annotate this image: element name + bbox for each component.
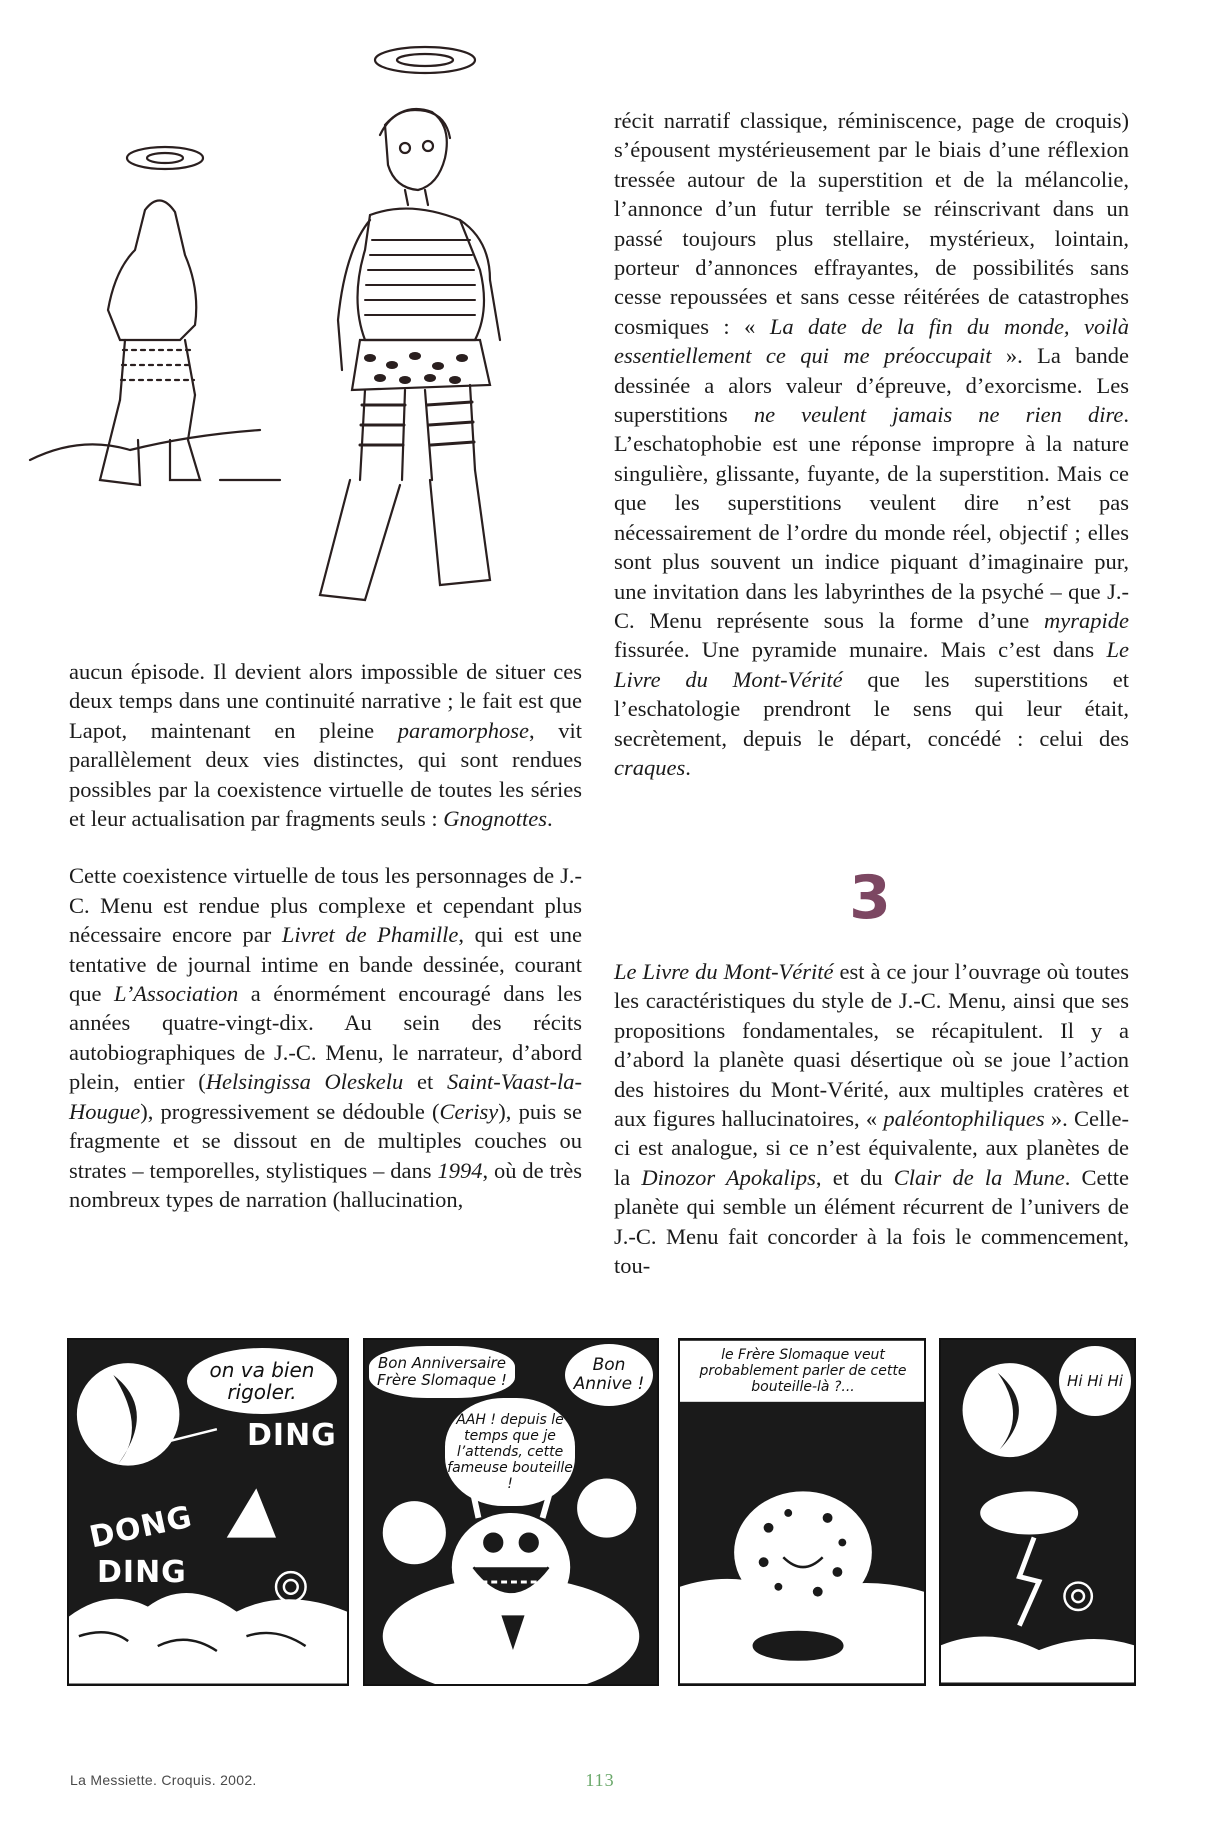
italic-text: Clair de la Mune [893,1164,1065,1190]
caption-box: le Frère Slomaque veut probablement parler de cette bouteille-là ?... [684,1344,922,1398]
italic-text: Livret de Phamille [281,922,459,948]
italic-text: La date de la fin du monde, voilà essentiellement ce qui me préoccupait [614,313,1129,369]
text-run: . [547,806,553,832]
text-run: a énormément encouragé dans les années quatre-vingt-dix. Au sein des récits autobiographiques de J.-C. Menu, le narrateur, d’abord plein, entier ( [69,981,582,1095]
text-run: et [403,1069,447,1095]
text-run: . Cette planète qui semble un élément récurrent de l’univers de J.-C. Menu fait concorder à la fois le commencement, tou- [614,1164,1130,1279]
left-paragraph-1 [69,657,582,833]
italic-text: Le Livre du Mont-Vérité [614,959,834,984]
italic-text: Helsingissa Oleskelu [205,1069,404,1095]
page-number: 113 [585,1770,615,1790]
right-paragraph-1 [614,106,1129,782]
sound-effect-dong: DONG [86,1499,196,1556]
text-run: . L’eschatophobie est une réponse impropre à la nature singulière, glissante, fuyante, de la superstition. Mais ce que les superstitions veulent dire n’est pas nécessairement de l’ordre du monde réel, objectif ; elles sont plus souvent un indice piquant d’imaginaire pur, une invitation dans les labyrinthes de la psyché – que J.-C. Menu représente sous la forme d’une [614,402,1129,633]
italic-text: Dinozor Apokalips [641,1164,816,1190]
italic-text: Saint-Vaast-la-Hougue [69,1069,582,1124]
text-run: , qui est une tentative de journal intime en bande dessinée, courant que [69,922,582,1007]
italic-text: 1994 [437,1157,483,1183]
speech-bubble: on va bien rigoler. [187,1348,337,1414]
italic-text: L’Association [114,981,239,1007]
italic-text: Cerisy [439,1098,499,1124]
text-run: , où de très nombreux types de narration (hallucination, [69,1157,582,1212]
italic-text: Gnognottes [443,806,547,832]
text-run: , et du [815,1164,894,1190]
text-run: Cette coexistence virtuelle de tous les personnages de J.-C. Menu est rendue plus complexe et cependant plus nécessaire encore par [69,863,582,948]
comic-panel-2 [363,1338,659,1686]
text-run: que les superstitions et l’eschatologie prendront le sens qui leur était, secrètement, depuis le départ, concédé : celui des [614,666,1129,751]
sketch-illustration [20,40,580,625]
right-paragraph-2 [614,957,1129,1280]
sound-effect-ding: DING [247,1418,337,1453]
text-run: est à ce jour l’ouvrage où toutes les caractéristiques du style de J.-C. Menu, ainsi que ses propositions fondamentales, se récapitulent. Il y a d’abord la planète quasi désertique où se joue l’action des histoires du Mont-Vérité, aux multiples cratères et aux figures hallucinatoires, « [614,959,1130,1132]
text-run: fissurée. Une pyramide munaire. Mais c’est dans [614,637,1107,663]
italic-text: myrapide [1044,607,1129,633]
right-column-text-2 [614,957,1129,1280]
italic-text: ne veulent jamais ne rien dire [753,402,1124,428]
italic-text: paramorphose [397,717,529,743]
text-run: , vit parallèlement deux vies distinctes, qui sont rendues possibles par la coexistence virtuelle de toutes les séries et leur actualisation par fragments seuls : [69,717,582,832]
figure-caption: La Messiette. Croquis. 2002. [70,1772,257,1788]
comic-panel-1 [67,1338,349,1686]
left-paragraph-2 [69,861,582,1214]
text-run: . [685,754,691,780]
speech-bubble-birthday: Bon Anniversaire Frère Slomaque ! [369,1346,515,1398]
left-column-text [69,657,582,1214]
italic-text: Le Livre du Mont-Vérité [614,637,1129,692]
italic-text: craques [614,754,686,780]
speech-bubble-aah: AAH ! depuis le temps que je l’attends, cette fameuse bouteille ! [445,1398,575,1506]
text-run: ». La bande dessinée a alors valeur d’épreuve, d’exorcisme. Les superstitions [614,343,1129,428]
comic-panel-3 [678,1338,926,1686]
text-run: ), puis se fragmente et se dissout en de multiples couches ou strates – temporelles, stylistiques – dans [69,1098,582,1183]
text-run: ». Celle-ci est analogue, si ce n’est équivalente, aux planètes de la [614,1106,1129,1190]
right-column-text [614,106,1129,782]
italic-text: paléontophiliques [883,1106,1045,1132]
text-run: récit narratif classique, réminiscence, page de croquis) s’épousent mystérieusement par le biais d’une réflexion tressée autour de la superstition et de la mélancolie, l’annonce d’un futur terrible se réinscrivant dans un passé toujours plus stellaire, mystérieux, lointain, porteur d’annonces effrayantes, de possibilités sans cesse repoussées et sans cesse réitérées de catastrophes cosmiques : « [614,108,1129,339]
comic-panel-4 [939,1338,1136,1686]
speech-bubble-hihi: Hi Hi Hi [1059,1346,1131,1416]
speech-bubble-annive: Bon Annive ! [565,1344,653,1406]
text-run: aucun épisode. Il devient alors impossible de situer ces deux temps dans une continuité narrative ; le fait est que Lapot, maintenant en pleine [69,659,582,743]
section-number: 3 [849,863,891,933]
sound-effect-ding-2: DING [97,1555,187,1590]
text-run: ), progressivement se dédouble ( [140,1098,440,1124]
